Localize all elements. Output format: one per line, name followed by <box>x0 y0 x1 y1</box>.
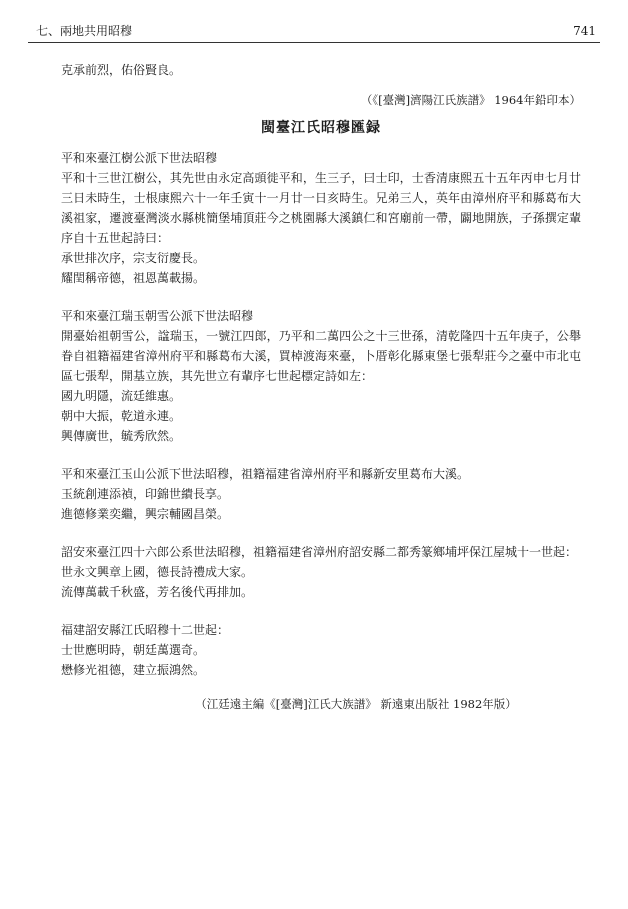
section-3 <box>61 464 581 524</box>
source-citation-1: （《[臺灣]濟陽江氏族譜》 1964年鉛印本） <box>360 93 581 107</box>
source-citation-2: （江廷遠主編《[臺灣]江氏大族譜》 新遠東出版社 1982年版） <box>195 697 517 711</box>
verse-line: 士世應明時，朝廷萬選奇。 <box>61 643 206 657</box>
section-1 <box>61 148 581 288</box>
verse-line: 世永文興章上國，德長詩禮成大家。 <box>61 565 254 579</box>
section-heading-1: 平和來臺江樹公派下世法昭穆 <box>61 151 218 165</box>
section-body-3: 平和來臺江玉山公派下世法昭穆，祖籍福建省漳州府平和縣新安里葛布大溪。 <box>61 467 470 481</box>
verse-line: 進德修業奕繼，興宗輔國昌榮。 <box>61 507 230 521</box>
verse-line: 朝中大振，乾道永連。 <box>61 409 182 423</box>
verse-line: 懋修光祖德，建立振鴻然。 <box>61 663 206 677</box>
verse-line: 流傳萬載千秋盛，芳名後代再排加。 <box>61 585 254 599</box>
header-rule <box>28 42 600 43</box>
verse-line: 玉統創連添禎，印錦世繢長享。 <box>61 487 230 501</box>
section-body-1: 平和十三世江樹公，其先世由永定高頭徙平和，生三子，曰士印，士香清康熙五十五年丙申七月廿三日未時生，士根康熙六十一年壬寅十一月廿一日亥時生。兄弟三人，英年由漳州府平和縣葛布大溪祖家，遷渡臺灣淡水縣桃簡堡埔頂莊今之桃園縣大溪鎮仁和宮廟前一帶，闢地開族，子孫撰定輩序自十五世起詩曰： <box>61 171 581 245</box>
page-content <box>61 60 581 714</box>
section-heading: 七、兩地共用昭穆 <box>36 24 133 38</box>
verse-line: 耀閏稱帝德，祖恩萬載揚。 <box>61 271 206 285</box>
intro-line: 克承前烈，佑俗賢良。 <box>61 63 182 77</box>
section-body-2: 開臺始祖朝雪公，諡瑞玉，一號江四郎，乃平和二萬四公之十三世孫，清乾隆四十五年庚子，公舉眷自祖籍福建省漳州府平和縣葛布大溪，買棹渡海來臺，卜厝彰化縣東堡七張犁莊今之臺中市北屯區七張犁，開基立族，其先世立有輩序七世起標定詩如左： <box>61 329 581 383</box>
verse-line: 國九明隱，流廷維惠。 <box>61 389 182 403</box>
section-heading-2: 平和來臺江瑞玉朝雪公派下世法昭穆 <box>61 309 254 323</box>
section-heading-5: 福建詔安縣江氏昭穆十二世起： <box>61 623 230 637</box>
page-number: 741 <box>573 23 596 38</box>
page-title: 閩臺江氏昭穆匯録 <box>261 120 381 136</box>
verse-line: 承世排次序，宗支衍慶長。 <box>61 251 206 265</box>
verse-line: 興傳廣世，毓秀欣然。 <box>61 429 182 443</box>
section-4 <box>61 542 581 602</box>
page-header <box>36 22 596 39</box>
section-body-4: 詔安來臺江四十六郎公系世法昭穆，祖籍福建省漳州府詔安縣二都秀篆鄉埔坪保江屋城十一世起： <box>61 545 578 559</box>
section-5 <box>61 620 581 680</box>
section-2 <box>61 306 581 446</box>
